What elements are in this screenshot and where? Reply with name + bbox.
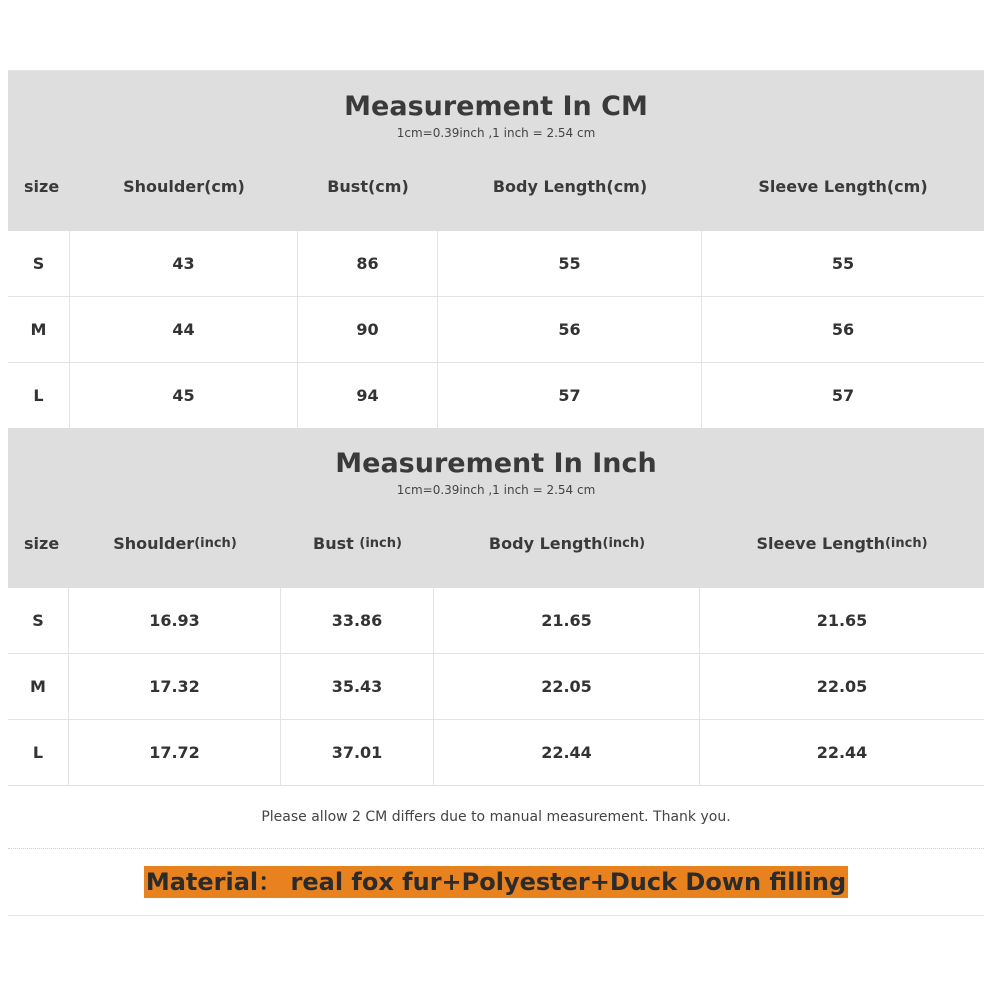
- sleeve-length-cell: 21.65: [816, 611, 868, 630]
- table-row: [8, 231, 984, 297]
- inch-table-title: Measurement In Inch: [335, 448, 657, 479]
- cm-table-header: [8, 71, 984, 231]
- cm-measurement-table: [8, 71, 984, 428]
- table-row: [8, 720, 984, 785]
- column-header-bust: Bust(cm): [327, 176, 409, 196]
- column-header-size: size: [24, 533, 60, 553]
- column-header-size: size: [24, 176, 60, 196]
- body-length-cell: 55: [438, 231, 702, 296]
- material-label: Material： real fox fur+Polyester+Duck Down filling: [145, 868, 847, 896]
- shoulder-cell: 16.93: [69, 588, 281, 653]
- bust-cell: 86: [298, 231, 438, 296]
- shoulder-cell: 44: [70, 297, 298, 362]
- column-header-body-length: Body Length (inch): [488, 533, 646, 553]
- column-header-sleeve-length: Sleeve Length(cm): [758, 176, 928, 196]
- body-length-cell: 21.65: [434, 588, 700, 653]
- shoulder-cell: 43: [70, 231, 298, 296]
- shoulder-cell: 17.72: [69, 720, 281, 785]
- shoulder-cell: 45: [70, 363, 298, 428]
- size-cell: S: [8, 588, 69, 653]
- column-header-shoulder: Shoulder(cm): [123, 176, 245, 196]
- column-header-shoulder: Shoulder (inch): [113, 533, 237, 553]
- column-header-sleeve-length: Sleeve Length (inch): [756, 533, 928, 553]
- column-header-body-length: Body Length(cm): [492, 176, 648, 196]
- column-header-bust: Bust (inch): [313, 533, 402, 553]
- sleeve-length-cell: 57: [831, 386, 855, 405]
- sleeve-length-cell: 55: [831, 254, 855, 273]
- body-length-cell: 22.44: [434, 720, 700, 785]
- inch-table-body: [8, 588, 984, 785]
- bust-cell: 94: [298, 363, 438, 428]
- unit-label: (inch): [194, 535, 237, 551]
- size-cell: L: [8, 720, 69, 785]
- shoulder-cell: 17.32: [69, 654, 281, 719]
- size-chart: [8, 70, 984, 916]
- bust-cell: 33.86: [281, 588, 434, 653]
- size-cell: L: [8, 363, 70, 428]
- body-length-cell: 57: [438, 363, 702, 428]
- inch-table-header: [8, 428, 984, 588]
- unit-label: (inch): [359, 535, 402, 551]
- body-length-cell: 22.05: [434, 654, 700, 719]
- bust-cell: 90: [298, 297, 438, 362]
- size-cell: M: [8, 297, 70, 362]
- size-cell: S: [8, 231, 70, 296]
- cm-table-subtitle: 1cm=0.39inch ,1 inch = 2.54 cm: [396, 126, 596, 140]
- inch-column-headers: [8, 498, 984, 588]
- sleeve-length-cell: 22.05: [816, 677, 868, 696]
- unit-label: (inch): [884, 535, 928, 551]
- cm-table-title: Measurement In CM: [344, 91, 648, 122]
- material-row: [8, 849, 984, 916]
- sleeve-length-cell: 56: [831, 320, 855, 339]
- cm-column-headers: [8, 141, 984, 231]
- size-cell: M: [8, 654, 69, 719]
- inch-table-subtitle: 1cm=0.39inch ,1 inch = 2.54 cm: [396, 483, 596, 497]
- cm-table-body: [8, 231, 984, 428]
- body-length-cell: 56: [438, 297, 702, 362]
- inch-measurement-table: [8, 428, 984, 785]
- sleeve-length-cell: 22.44: [816, 743, 868, 762]
- bust-cell: 35.43: [281, 654, 434, 719]
- bust-cell: 37.01: [281, 720, 434, 785]
- table-row: [8, 588, 984, 654]
- measurement-note: Please allow 2 CM differs due to manual measurement. Thank you.: [8, 785, 984, 849]
- table-row: [8, 363, 984, 428]
- unit-label: (inch): [602, 535, 646, 551]
- table-row: [8, 654, 984, 720]
- table-row: [8, 297, 984, 363]
